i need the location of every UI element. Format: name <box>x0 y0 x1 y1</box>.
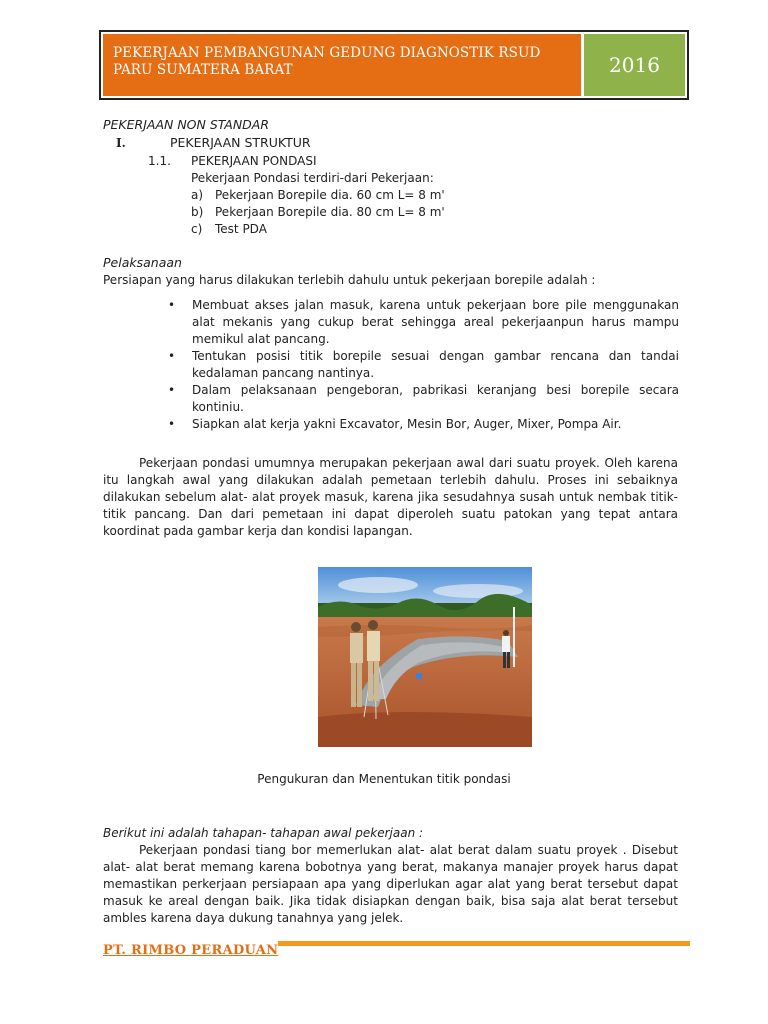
section-heading: PEKERJAAN NON STANDAR <box>103 117 270 132</box>
pelaksanaan-heading: Pelaksanaan <box>103 255 182 270</box>
list-item <box>165 297 679 348</box>
bullet-text: Membuat akses jalan masuk, karena untuk pekerjaan bore pile menggunakan alat mekanis yang cukup berat sehingga areal pekerjaanpun harus mampu memikul alat pancang. <box>192 298 679 346</box>
list-marker: a) <box>191 188 204 202</box>
list-marker: b) <box>191 205 204 219</box>
list-item <box>165 416 679 433</box>
list-item <box>165 348 679 382</box>
bullet-icon: • <box>168 349 176 363</box>
bullet-icon: • <box>168 383 176 397</box>
bullet-text: Siapkan alat kerja yakni Excavator, Mesin Bor, Auger, Mixer, Pompa Air. <box>192 417 622 431</box>
list-item: Test PDA <box>215 222 267 236</box>
preparation-list <box>165 297 679 433</box>
paragraph-text: Pekerjaan pondasi tiang bor memerlukan alat- alat berat dalam suatu proyek . Disebut alat- alat berat memang karena bobotnya yang berat, makanya manajer proyek harus dapat memastikan perkerjaan persiapaan apa yang diperlukan agar alat yang berat tersebut dapat masuk ke areal dengan baik. Jika tidak disiapkan dengan baik, bisa saja alat berat tersebut ambles karena daya dukung tanahnya yang jelek. <box>103 843 678 925</box>
pelaksanaan-intro: Persiapan yang harus dilakukan terlebih dahulu untuk pekerjaan borepile adalah : <box>103 273 596 287</box>
photo-caption: Pengukuran dan Menentukan titik pondasi <box>257 772 511 786</box>
list-item: Pekerjaan Borepile dia. 60 cm L= 8 m' <box>215 188 445 202</box>
subsection-title: PEKERJAAN PONDASI <box>191 154 317 168</box>
site-survey-photo <box>318 567 532 747</box>
paragraph-heavy-equipment <box>103 842 678 927</box>
chapter-number: I. <box>116 136 126 150</box>
footer-company-name: PT. RIMBO PERADUAN <box>103 943 279 958</box>
bullet-icon: • <box>168 298 176 312</box>
bullet-text: Dalam pelaksanaan pengeboran, pabrikasi keranjang besi borepile secara kontiniu. <box>192 383 679 414</box>
bullet-icon: • <box>168 417 176 431</box>
document-header <box>99 30 689 100</box>
subsection-intro: Pekerjaan Pondasi terdiri-dari Pekerjaan: <box>191 171 434 185</box>
header-title: PEKERJAAN PEMBANGUNAN GEDUNG DIAGNOSTIK RSUD PARU SUMATERA BARAT <box>103 34 581 96</box>
paragraph-foundation <box>103 455 678 540</box>
bullet-text: Tentukan posisi titik borepile sesuai dengan gambar rencana dan tandai kedalaman pancang nantinya. <box>192 349 679 380</box>
paragraph-text: Pekerjaan pondasi umumnya merupakan pekerjaan awal dari suatu proyek. Oleh karena itu langkah awal yang dilakukan adalah pemetaan terlebih dahulu. Proses ini sebaiknya dilakukan sebelum alat- alat proyek masuk, karena jika sesudahnya susah untuk nembak titik-titik pancang. Dan dari pemetaan ini dapat diperoleh suatu patokan yang tepat antara koordinat pada gambar kerja dan kondisi lapangan. <box>103 456 678 538</box>
footer-divider <box>278 941 690 946</box>
subsection-number: 1.1. <box>148 154 171 168</box>
list-marker: c) <box>191 222 203 236</box>
list-item: Pekerjaan Borepile dia. 80 cm L= 8 m' <box>215 205 445 219</box>
list-item <box>165 382 679 416</box>
tahapan-heading: Berikut ini adalah tahapan- tahapan awal pekerjaan : <box>103 826 424 840</box>
header-year: 2016 <box>584 34 685 96</box>
chapter-title: PEKERJAAN STRUKTUR <box>170 135 311 150</box>
